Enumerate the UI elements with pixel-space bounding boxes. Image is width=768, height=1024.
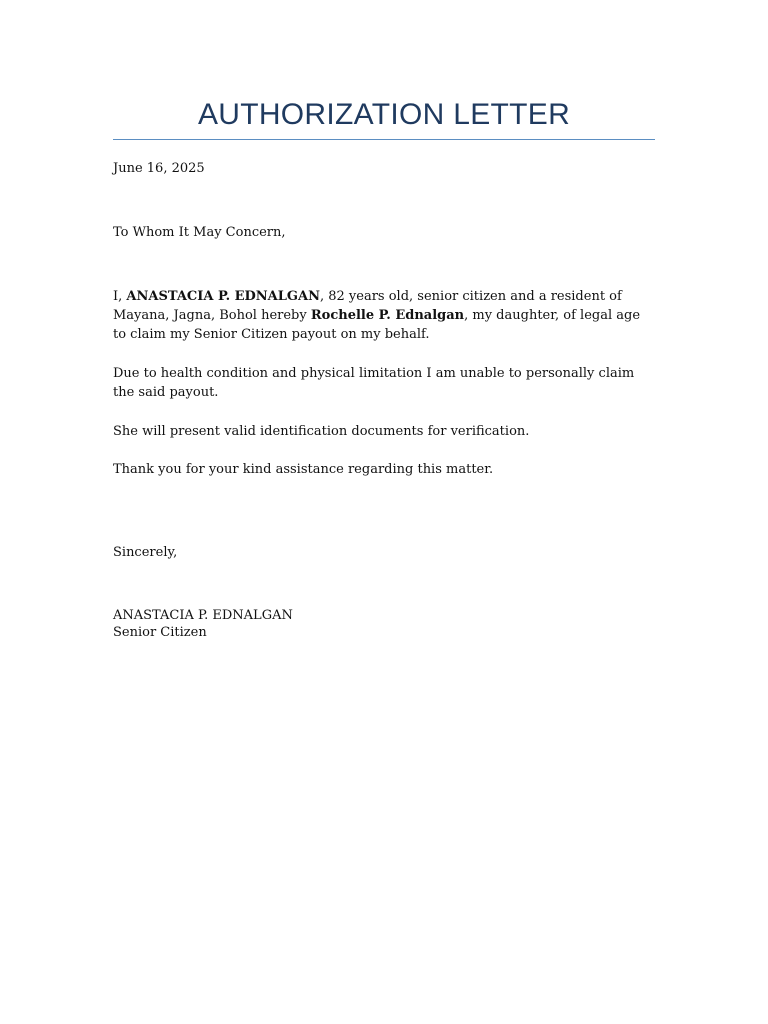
signature-title: Senior Citizen — [113, 625, 207, 640]
paragraph-text: I, — [113, 289, 127, 304]
title-underline — [113, 139, 655, 140]
author-name: ANASTACIA P. EDNALGAN — [126, 289, 320, 304]
signature-name: ANASTACIA P. EDNALGAN — [113, 608, 293, 623]
verification-paragraph: She will present valid identification documents for verification. — [113, 424, 530, 439]
thanks-paragraph: Thank you for your kind assistance regarding this matter. — [113, 462, 494, 477]
closing: Sincerely, — [113, 545, 178, 560]
paragraph-text: , 82 years old, senior citizen and a resident of Mayana, Jagna, Bohol hereby — [113, 289, 622, 323]
authorization-paragraph — [113, 287, 655, 344]
authorized-person-name: Rochelle P. Ednalgan — [310, 308, 465, 323]
reason-paragraph: Due to health condition and physical limitation I am unable to personally claim the said payout. — [113, 366, 635, 400]
letter-date: June 16, 2025 — [113, 161, 205, 176]
paragraph-text: , my daughter, of legal age to claim my Senior Citizen payout on my behalf. — [113, 308, 641, 342]
salutation: To Whom It May Concern, — [113, 225, 286, 240]
letter-title: AUTHORIZATION LETTER — [197, 98, 571, 131]
